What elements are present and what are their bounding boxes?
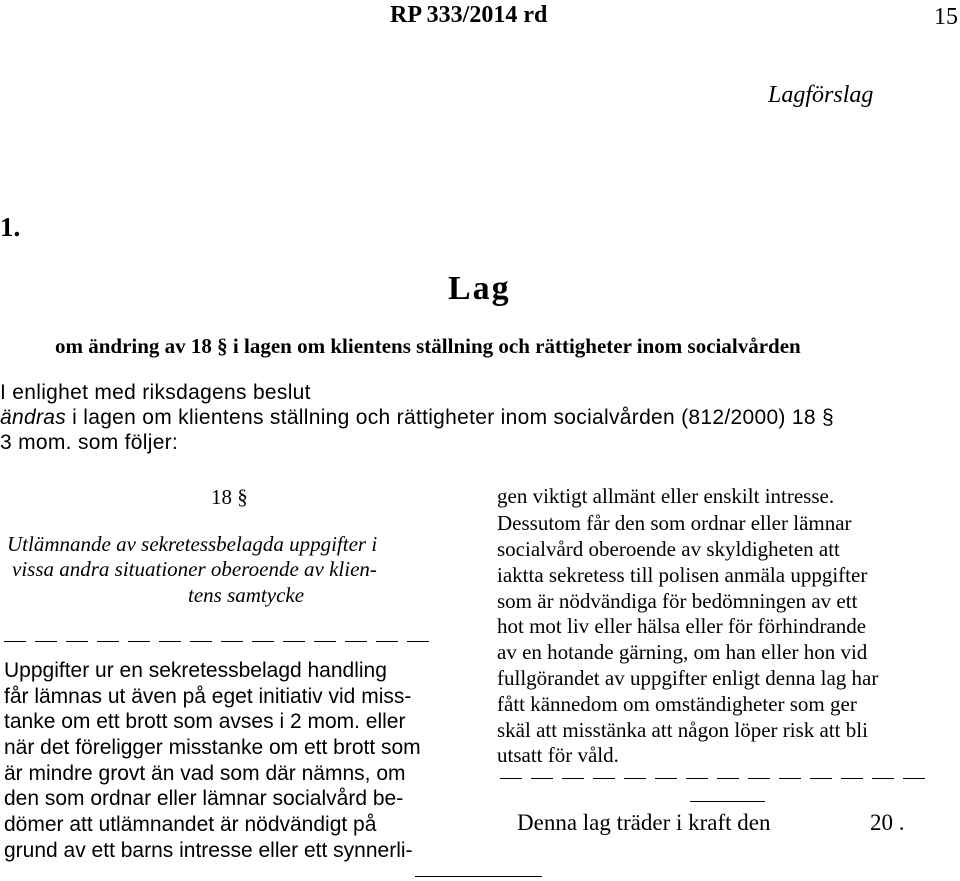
closing-rule: [690, 801, 765, 802]
body-line: dömer att utlämnandet är nödvändigt på: [4, 813, 377, 836]
body-line: gen viktigt allmänt eller enskilt intresse.: [497, 484, 835, 508]
omission-dash: [252, 641, 274, 642]
body-line: får lämnas ut även på eget initiativ vid miss-: [4, 685, 412, 708]
omission-dash: [593, 778, 615, 779]
omission-dash: [531, 778, 553, 779]
body-line: skäl att misstänka att någon löper risk att bli: [497, 718, 868, 742]
omission-dash: [128, 641, 150, 642]
omission-dashes-right: [500, 778, 932, 779]
footer-rule: [415, 876, 542, 877]
body-line: iaktta sekretess till polisen anmäla uppgifter: [497, 563, 868, 587]
item-number: 1.: [0, 212, 21, 242]
omission-dash: [717, 778, 739, 779]
omission-dash: [407, 641, 429, 642]
section-number: 18 §: [211, 485, 248, 509]
omission-dash: [655, 778, 677, 779]
omission-dash: [66, 641, 88, 642]
body-line: tanke om ett brott som avses i 2 mom. eller: [4, 710, 406, 733]
omission-dashes-left: [4, 641, 436, 642]
omission-dash: [779, 778, 801, 779]
body-line: socialvård oberoende av skyldigheten att: [497, 537, 840, 561]
omission-dash: [221, 641, 243, 642]
law-heading: Lag: [448, 270, 511, 307]
body-line: utsatt för våld.: [497, 743, 619, 767]
omission-dash: [314, 641, 336, 642]
omission-dash: [903, 778, 925, 779]
body-line: när det föreligger misstanke om ett brott som: [4, 736, 421, 759]
omission-dash: [562, 778, 584, 779]
omission-dash: [345, 641, 367, 642]
omission-dash: [190, 641, 212, 642]
omission-dash: [35, 641, 57, 642]
intro-line: [0, 406, 834, 430]
omission-dash: [376, 641, 398, 642]
body-line: Dessutom får den som ordnar eller lämnar: [497, 511, 852, 535]
body-line: den som ordnar eller lämnar socialvård be-: [4, 787, 404, 810]
body-line: av en hotande gärning, om han eller hon vid: [497, 640, 868, 664]
omission-dash: [872, 778, 894, 779]
proposal-label: Lagförslag: [768, 82, 874, 108]
omission-dash: [97, 641, 119, 642]
omission-dash: [686, 778, 708, 779]
omission-dash: [283, 641, 305, 642]
omission-dash: [810, 778, 832, 779]
amendment-verb: ändras: [0, 406, 67, 429]
body-line: Uppgifter ur en sekretessbelagd handling: [4, 659, 387, 682]
body-line: fått kännedom om omständigheter som ger: [497, 692, 857, 716]
entry-into-force-year: 20 .: [870, 810, 905, 835]
omission-dash: [748, 778, 770, 779]
body-line: hot mot liv eller hälsa eller för förhindrande: [497, 614, 867, 638]
omission-dash: [159, 641, 181, 642]
intro-line: I enlighet med riksdagens beslut: [0, 381, 311, 404]
intro-line: 3 mom. som följer:: [0, 431, 179, 454]
body-line: fullgörandet av uppgifter enligt denna lag har: [497, 666, 879, 690]
omission-dash: [4, 641, 26, 642]
document-id: RP 333/2014 rd: [390, 2, 548, 28]
omission-dash: [624, 778, 646, 779]
section-title-line: Utlämnande av sekretessbelagda uppgifter i: [7, 532, 378, 556]
section-title-line: vissa andra situationer oberoende av klien-: [12, 557, 377, 581]
page-number: 15: [934, 4, 958, 30]
amendment-text: ändras i lagen om klientens ställning och rättigheter inom socialvården (812/2000) 18 §: [0, 406, 834, 429]
section-title-line: tens samtycke: [188, 583, 305, 607]
omission-dash: [841, 778, 863, 779]
body-line: grund av ett barns intresse eller ett synnerli-: [4, 839, 413, 862]
entry-into-force-text: Denna lag träder i kraft den: [517, 810, 771, 835]
body-line: är mindre grovt än vad som där nämns, om: [4, 762, 406, 785]
body-line: som är nödvändiga för bedömningen av ett: [497, 589, 858, 613]
law-subtitle: om ändring av 18 § i lagen om klientens ställning och rättigheter inom socialvården: [55, 334, 801, 358]
omission-dash: [500, 778, 522, 779]
